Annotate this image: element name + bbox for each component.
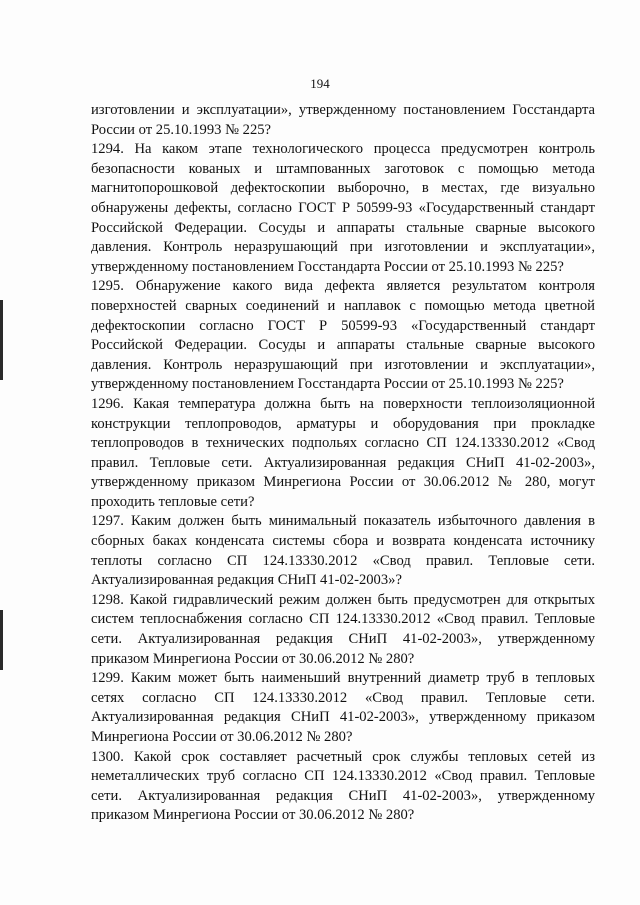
question-1299: 1299. Каким может быть наименьший внутренний диаметр труб в тепловых сетях согласно СП 124.13330.2012 «Свод правил. Тепловые сети. Актуализированная редакция СНиП 41-02-2003», утвержденному приказом Минрегиона России от 30.06.2012 № 280? xyxy=(91,670,595,745)
question-1300: 1300. Какой срок составляет расчетный срок службы тепловых сетей из неметаллических труб согласно СП 124.13330.2012 «Свод правил. Тепловые сети. Актуализированная редакция СНиП 41-02-2003», утвержденному приказом Минрегиона России от 30.06.2012 № 280? xyxy=(91,748,595,824)
scan-edge-mark xyxy=(0,610,3,670)
scan-edge-mark xyxy=(0,300,3,380)
question-1297: 1297. Каким должен быть минимальный показатель избыточного давления в сборных баках конденсата системы сбора и возврата конденсата источнику теплоты согласно СП 124.13330.2012 «Свод правил. Тепловые сети. Актуализированная редакция СНиП 41-02-2003»? xyxy=(91,513,595,589)
question-1296: 1296. Какая температура должна быть на поверхности теплоизоляционной конструкции теплопроводов, арматуры и оборудования при прокладке теплопроводов в технических подпольях согласно СП 124.13330.2012 «Свод правил. Тепловые сети. Актуализированная редакция СНиП 41-02-2003», утвержденному приказом Минрегиона России от 30.06.2012 № 280, могут проходить тепловые сети? xyxy=(91,395,595,510)
page-number: 194 xyxy=(310,76,330,91)
question-1294: 1294. На каком этапе технологического процесса предусмотрен контроль безопасности кованых и штампованных заготовок с помощью метода магнитопорошковой дефектоскопии выборочно, в местах, где визуально обнаружены дефекты, согласно ГОСТ Р 50599-93 «Государственный стандарт Российской Федерации. Сосуды и аппараты стальные сварные высокого давления. Контроль неразрушающий при изготовлении и эксплуатации», утвержденному постановлением Госстандарта России от 25.10.1993 № 225? xyxy=(91,141,595,275)
question-1295: 1295. Обнаружение какого вида дефекта является результатом контроля поверхностей сварных соединений и наплавок с помощью метода цветной дефектоскопии согласно ГОСТ Р 50599-93 «Государственный стандарт Российской Федерации. Сосуды и аппараты стальные сварные высокого давления. Контроль неразрушающий при изготовлении и эксплуатации», утвержденному постановлением Госстандарта России от 25.10.1993 № 225? xyxy=(91,278,595,393)
paragraph-continuation: изготовлении и эксплуатации», утвержденному постановлением Госстандарта России от 25.10.1993 № 225? xyxy=(91,102,595,138)
question-1298: 1298. Какой гидравлический режим должен быть предусмотрен для открытых систем теплоснабжения согласно СП 124.13330.2012 «Свод правил. Тепловые сети. Актуализированная редакция СНиП 41-02-2003», утвержденному приказом Минрегиона России от 30.06.2012 № 280? xyxy=(91,591,595,667)
body-text xyxy=(91,101,595,826)
